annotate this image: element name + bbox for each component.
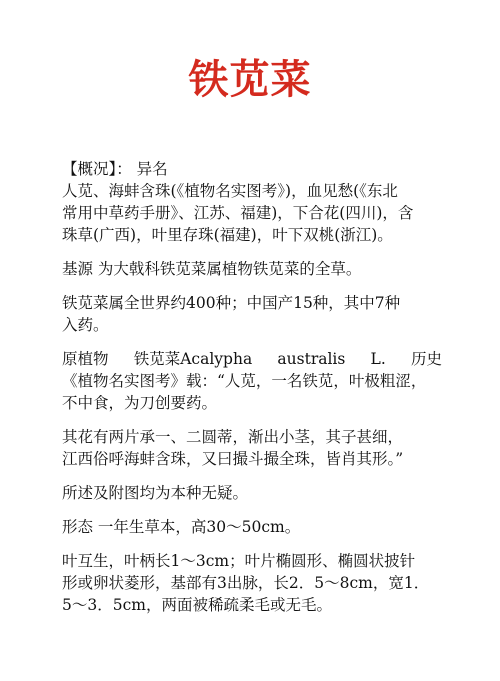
overview-heading: 【概况】： 异名 xyxy=(62,160,168,178)
form-line: 形态 一年生草本，高30～50cm。 xyxy=(62,518,301,536)
plant-word: 历史 xyxy=(410,350,442,368)
overview-line: 常用中草药手册》、江苏、福建)，下合花(四川)，含 xyxy=(62,204,414,222)
plant-line: 不中食，为刀创要药。 xyxy=(62,394,218,412)
overview-paragraph xyxy=(62,158,442,246)
genus-line: 铁苋菜属全世界约400种；中国产15种，其中7种 xyxy=(62,294,401,312)
flower-paragraph xyxy=(62,426,442,470)
leaf-line: 叶互生，叶柄长1～3cm；叶片椭圆形、椭圆状披针 xyxy=(62,552,416,570)
plant-word: australis xyxy=(277,350,346,368)
form-paragraph xyxy=(62,516,442,538)
leaf-line: 形或卵状菱形，基部有3出脉，长2．5～8cm，宽1． xyxy=(62,574,430,592)
source-paragraph xyxy=(62,258,442,280)
overview-line: 人苋、海蚌含珠(《植物名实图考》)，血见愁(《东北 xyxy=(62,182,398,200)
plant-line: 《植物名实图考》载：“人苋，一名铁苋，叶极粗涩， xyxy=(62,372,427,390)
flower-line: 江西俗呼海蚌含珠，又曰撮斗撮全珠，皆肖其形。” xyxy=(62,450,404,468)
document-body xyxy=(62,158,442,628)
genus-line: 入药。 xyxy=(62,316,109,334)
leaf-line: 5～3．5cm，两面被稀疏柔毛或无毛。 xyxy=(62,596,332,614)
plant-word: L. xyxy=(370,350,386,368)
overview-line: 珠草(广西)，叶里存珠(福建)，叶下双桃(浙江)。 xyxy=(62,226,393,244)
conclusion-line: 所述及附图均为本种无疑。 xyxy=(62,484,249,502)
genus-paragraph xyxy=(62,292,442,336)
plant-paragraph xyxy=(62,348,442,414)
plant-word: 铁苋菜Acalypha xyxy=(133,350,253,368)
plant-first-line xyxy=(62,348,442,370)
source-line: 基源 为大戟科铁苋菜属植物铁苋菜的全草。 xyxy=(62,260,362,278)
document-title: 铁苋菜 xyxy=(188,57,312,103)
flower-line: 其花有两片承一、二圆蒂，渐出小茎，其子甚细， xyxy=(62,428,404,446)
conclusion-paragraph xyxy=(62,482,442,504)
plant-word: 原植物 xyxy=(62,350,109,368)
leaf-paragraph xyxy=(62,550,442,616)
